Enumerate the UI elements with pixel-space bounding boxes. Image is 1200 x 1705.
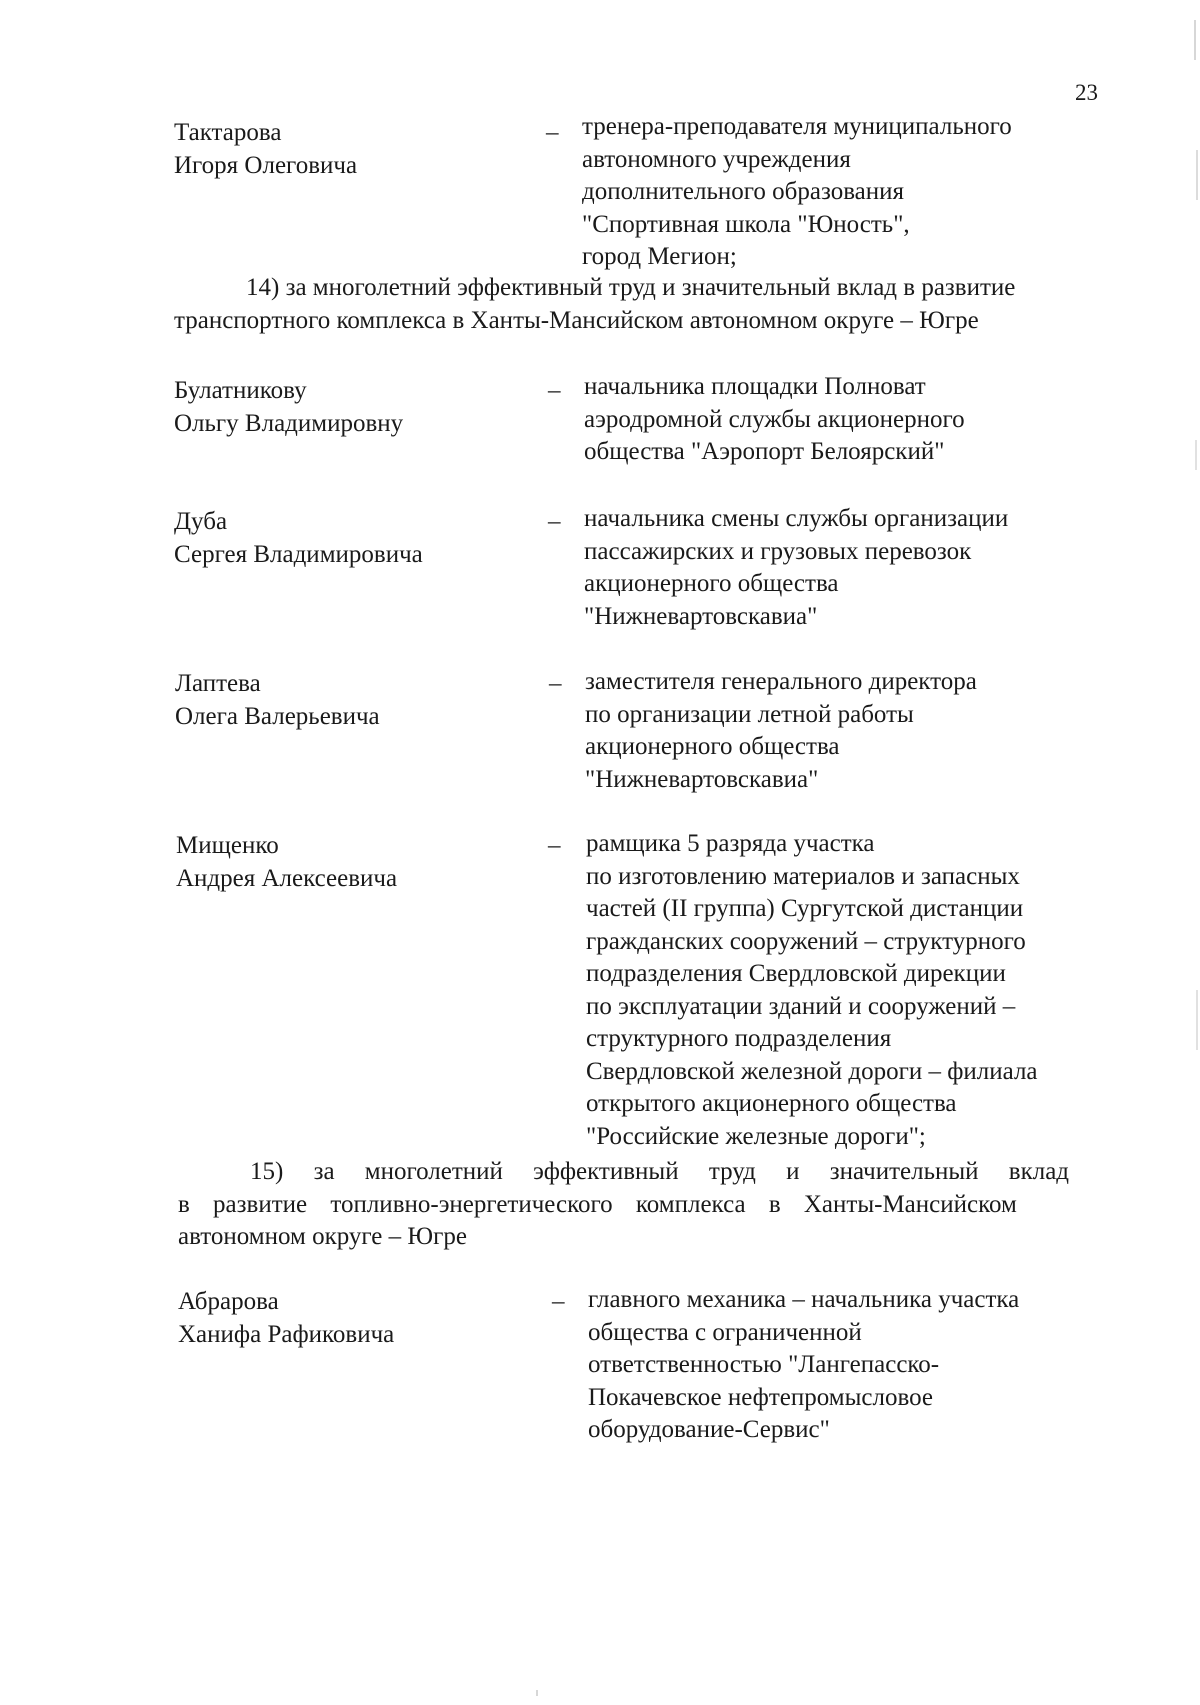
position-line: начальника смены службы организации — [584, 505, 1009, 532]
surname: Абрарова — [178, 1288, 279, 1315]
page-number: 23 — [1075, 80, 1098, 105]
position-line: аэродромной службы акционерного — [584, 405, 965, 433]
separator-dash: – — [548, 508, 561, 535]
position-line: оборудование-Сервис" — [588, 1416, 830, 1443]
position-line: акционерного общества — [584, 570, 839, 597]
job-position — [582, 111, 1012, 274]
given-names: Олега Валерьевича — [175, 702, 380, 730]
position-line: дополнительного образования — [582, 178, 905, 205]
person-name — [178, 1286, 538, 1351]
position-line: по изготовлению материалов и запасных — [586, 862, 1020, 890]
section-line-text: 15) за многолетний эффективный труд и значительный вклад — [250, 1158, 1070, 1185]
given-names: Андрея Алексеевича — [176, 864, 398, 892]
given-names: Ольгу Владимировну — [174, 409, 404, 437]
section-line: в развитие топливно-энергетического комплекса в Ханты-Мансийском — [178, 1190, 1017, 1218]
position-line: Покачевское нефтепромысловое — [588, 1383, 933, 1411]
position-line: рамщика 5 разряда участка — [586, 830, 875, 857]
surname: Булатникову — [174, 377, 307, 404]
section-line: автономном округе – Югре — [178, 1223, 467, 1250]
section-line: 14) за многолетний эффективный труд и значительный вклад в развитие — [246, 274, 1016, 301]
scan-edge-mark — [1196, 150, 1198, 200]
separator-dash: – — [548, 832, 561, 859]
separator-dash: – — [552, 1288, 565, 1315]
position-line: Свердловской железной дороги – филиала — [586, 1057, 1038, 1085]
position-line: тренера-преподавателя муниципального — [582, 113, 1012, 140]
given-names: Ханифа Рафиковича — [178, 1320, 395, 1348]
scan-edge-mark — [1194, 20, 1196, 60]
surname: Мищенко — [176, 832, 279, 859]
position-line: открытого акционерного общества — [586, 1090, 957, 1117]
separator-dash: – — [549, 670, 562, 697]
section-line — [178, 1156, 1118, 1189]
position-line: автономного учреждения — [582, 145, 851, 173]
section-heading-15 — [178, 1156, 1118, 1254]
person-name — [174, 117, 534, 182]
surname: Тактарова — [174, 119, 282, 146]
position-line: город Мегион; — [582, 243, 737, 270]
scan-edge-mark — [536, 1690, 538, 1696]
position-line: частей (II группа) Сургутской дистанции — [586, 895, 1024, 922]
scan-edge-mark — [1196, 990, 1198, 1050]
position-line: структурного подразделения — [586, 1025, 892, 1052]
separator-dash: – — [546, 119, 559, 146]
position-line: "Российские железные дороги"; — [586, 1122, 926, 1150]
position-line: "Нижневартовскавиа" — [585, 765, 819, 793]
surname: Лаптева — [175, 670, 261, 697]
person-name — [174, 506, 534, 571]
job-position — [586, 828, 1038, 1153]
position-line: "Спортивная школа "Юность", — [582, 210, 910, 238]
given-names: Игоря Олеговича — [174, 151, 358, 179]
job-position — [588, 1284, 1019, 1447]
position-line: пассажирских и грузовых перевозок — [584, 537, 972, 565]
person-name — [175, 668, 535, 733]
scan-edge-mark — [1195, 440, 1197, 470]
position-line: общества "Аэропорт Белоярский" — [584, 438, 945, 465]
job-position — [584, 503, 1008, 633]
position-line: гражданских сооружений – структурного — [586, 927, 1026, 955]
separator-dash: – — [548, 377, 561, 404]
section-heading-14 — [174, 272, 1118, 337]
position-line: заместителя генерального директора — [585, 668, 977, 695]
position-line: акционерного общества — [585, 733, 840, 760]
position-line: подразделения Свердловской дирекции — [586, 960, 1006, 987]
section-line: транспортного комплекса в Ханты-Мансийском автономном округе – Югре — [174, 306, 979, 334]
position-line: "Нижневартовскавиа" — [584, 602, 818, 630]
person-name — [176, 830, 536, 895]
position-line: по эксплуатации зданий и сооружений – — [586, 992, 1016, 1020]
job-position — [584, 371, 965, 469]
surname: Дуба — [174, 508, 228, 535]
position-line: общества с ограниченной — [588, 1318, 862, 1346]
position-line: главного механика – начальника участка — [588, 1286, 1020, 1313]
position-line: ответственностью "Лангепасско- — [588, 1351, 940, 1378]
position-line: по организации летной работы — [585, 700, 914, 728]
job-position — [585, 666, 977, 796]
given-names: Сергея Владимировича — [174, 540, 423, 568]
person-name — [174, 375, 534, 440]
position-line: начальника площадки Полноват — [584, 373, 926, 400]
